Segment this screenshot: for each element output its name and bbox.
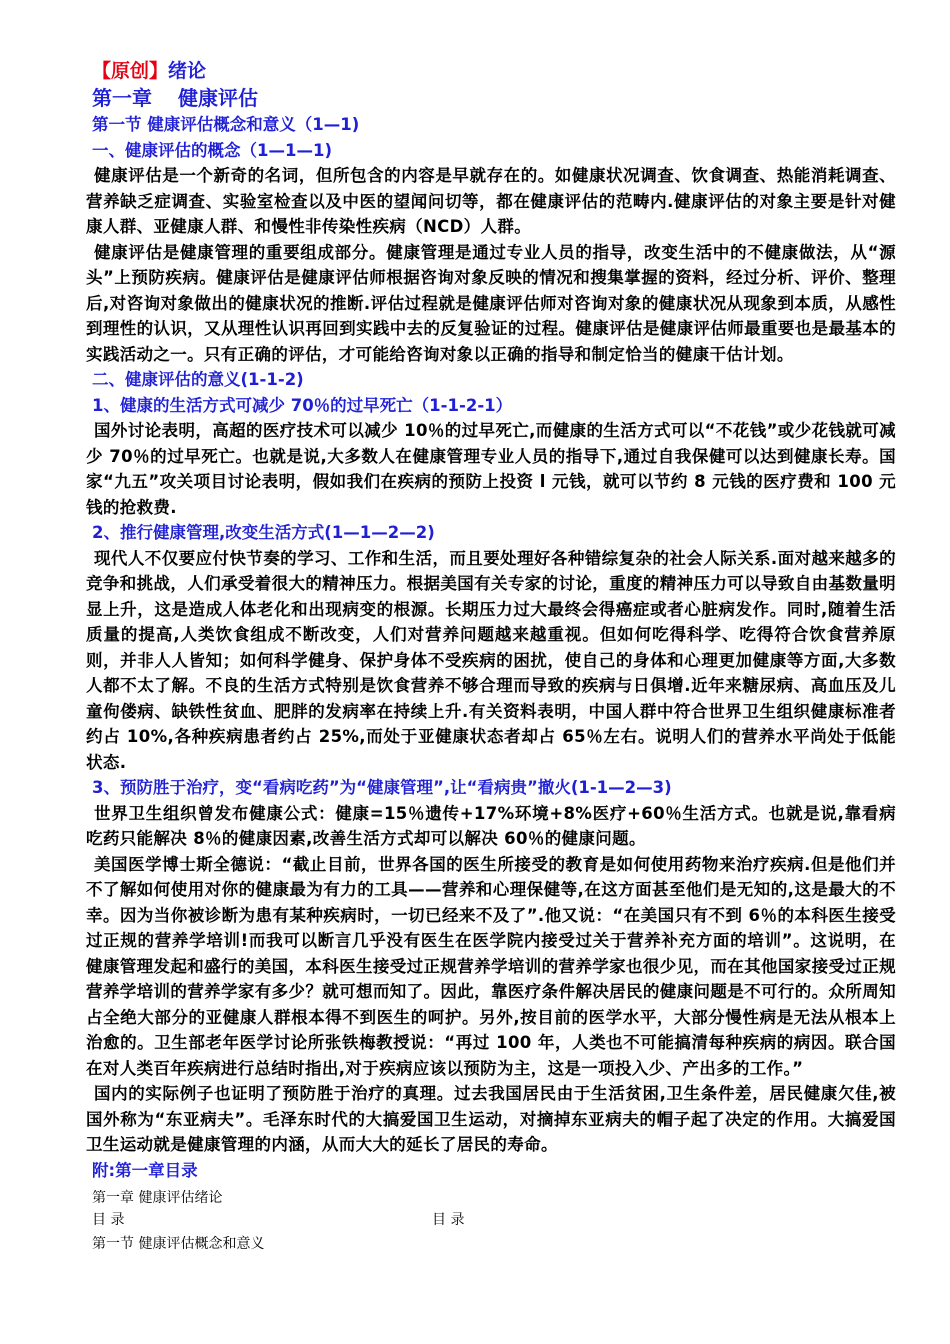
item-heading-1: 1、健康的生活方式可减少 70％的过早死亡（1-1-2-1） [92,395,513,415]
paragraph-4: 现代人不仅要应付快节奏的学习、工作和生活，而且要处理好各种错综复杂的社会人际关系.面对越来越多的竞争和挑战，人们承受着很大的精神压力。根据美国有关专家的讨论，重度的精神压力可以导致自由基数量明显上升，这是造成人体老化和出现病变的根源。长期压力过大最终会得癌症或者心脏病发作。同时,随着生活质量的提高,人类饮食组成不断改变，人们对营养问题越来越重视。但如何吃得科学、吃得符合饮食营养原则，并非人人皆知；如何科学健身、保护身体不受疾病的困扰，使自己的身体和心理更加健康等方面,大多数人都不太了解。不良的生活方式特别是饮食营养不够合理而导致的疾病与日俱增.近年来糖尿病、高血压及儿童佝偻病、缺铁性贫血、肥胖的发病率在持续上升.有关资料表明，中国人群中符合世界卫生组织健康标准者约占 10%,各种疾病患者约占 25%,而处于亚健康状态者却占 65％左右。说明人们的营养水平尚处于低能状态. [86,548,896,772]
paragraph-7: 国内的实际例子也证明了预防胜于治疗的真理。过去我国居民由于生活贫困,卫生条件差，居民健康欠佳,被国外称为“东亚病夫”。毛泽东时代的大搞爱国卫生运动，对摘掉东亚病夫的帽子起了决定的作用。大搞爱国卫生运动就是健康管理的内涵，从而大大的延长了居民的寿命。 [86,1084,896,1154]
item-heading-2: 2、推行健康管理,改变生活方式(1—1—2—2) [92,523,435,542]
item-heading-3: 3、预防胜于治疗，变“看病吃药”为“健康管理”,让“看病贵”撤火(1-1—2—3) [92,778,672,797]
subsection-heading-2: 二、健康评估的意义(1-1-2) [92,370,304,389]
document-page [86,58,896,1255]
chapter-number: 第一章 [92,86,152,110]
doc-title [92,58,896,84]
paragraph-3: 国外讨论表明，高超的医疗技术可以减少 10％的过早死亡,而健康的生活方式可以“不花钱”或少花钱就可减少 70％的过早死亡。也就是说,大多数人在健康管理专业人员的指导下,通过自我保健可以达到健康长寿。国家“九五”攻关项目讨论表明，假如我们在疾病的预防上投资 l 元钱，就可以节约 8 元钱的医疗费和 100 元钱的抢救费. [86,421,896,517]
paragraph-6: 美国医学博士斯全德说：“截止目前，世界各国的医生所接受的教育是如何使用药物来治疗疾病.但是他们并不了解如何使用对你的健康最为有力的工具——营养和心理保健等,在这方面甚至他们是无知的,这是最大的不幸。因为当你被诊断为患有某种疾病时，一切已经来不及了”.他又说：“在美国只有不到 6％的本科医生接受过正规的营养学培训!而我可以断言几乎没有医生在医学院内接受过关于营养补充方面的培训”。这说明，在健康管理发起和盛行的美国，本科医生接受过正规营养学培训的营养学家也很少见，而在其他国家接受过正规营养学培训的营养学家有多少？就可想而知了。因此，靠医疗条件解决居民的健康问题是不可行的。众所周知占全绝大部分的亚健康人群根本得不到医生的呵护。另外,按目前的医学水平，大部分慢性病是无法从根本上治愈的。卫生部老年医学讨论所张铁梅教授说：“再过 100 年，人类也不可能搞清每种疾病的病因。联合国在对人类百年疾病进行总结时指出,对于疾病应该以预防为主，这是一项投入少、产出多的工作。” [86,854,896,1078]
chapter-name: 健康评估 [178,86,258,110]
paragraph-5: 世界卫生组织曾发布健康公式：健康=15％遗传+17%环境+8%医疗+60％生活方式。也就是说,靠看病吃药只能解决 8％的健康因素,改善生活方式却可以解决 60％的健康问题。 [86,803,896,848]
chapter-heading [92,84,896,112]
section-heading: 第一节 健康评估概念和意义（1—1) [92,115,360,134]
title-text: 绪论 [168,60,207,82]
toc-section: 第一节 健康评估概念和意义 [92,1236,265,1252]
paragraph-1: 健康评估是一个新奇的名词，但所包含的内容是早就存在的。如健康状况调查、饮食调查、热能消耗调查、营养缺乏症调查、实验室检查以及中医的望闻问切等，都在健康评估的范畴内.健康评估的对象主要是针对健康人群、亚健康人群、和慢性非传染性疾病（NCD）人群。 [86,166,896,236]
subsection-heading-1: 一、健康评估的概念（1—1—1) [92,140,332,160]
toc-label-left: 目 录 [92,1212,125,1228]
paragraph-2: 健康评估是健康管理的重要组成部分。健康管理是通过专业人员的指导，改变生活中的不健康做法，从“源头”上预防疾病。健康评估是健康评估师根据咨询对象反映的情况和搜集掌握的资料，经过分析、评价、整理后,对咨询对象做出的健康状况的推断.评估过程就是健康评估师对咨询对象的健康状况从现象到本质，从感性到理性的认识，又从理性认识再回到实践中去的反复验证的过程。健康评估是健康评估师最重要也是最基本的实践活动之一。只有正确的评估，才可能给咨询对象以正确的指导和制定恰当的健康干估计划。 [86,242,896,364]
toc-label-right: 目 录 [432,1212,465,1228]
appendix-heading: 附:第一章目录 [92,1160,198,1180]
toc-title: 第一章 健康评估绪论 [92,1190,223,1206]
toc-header-row [86,1209,896,1233]
original-tag: 【原创】 [92,60,169,82]
